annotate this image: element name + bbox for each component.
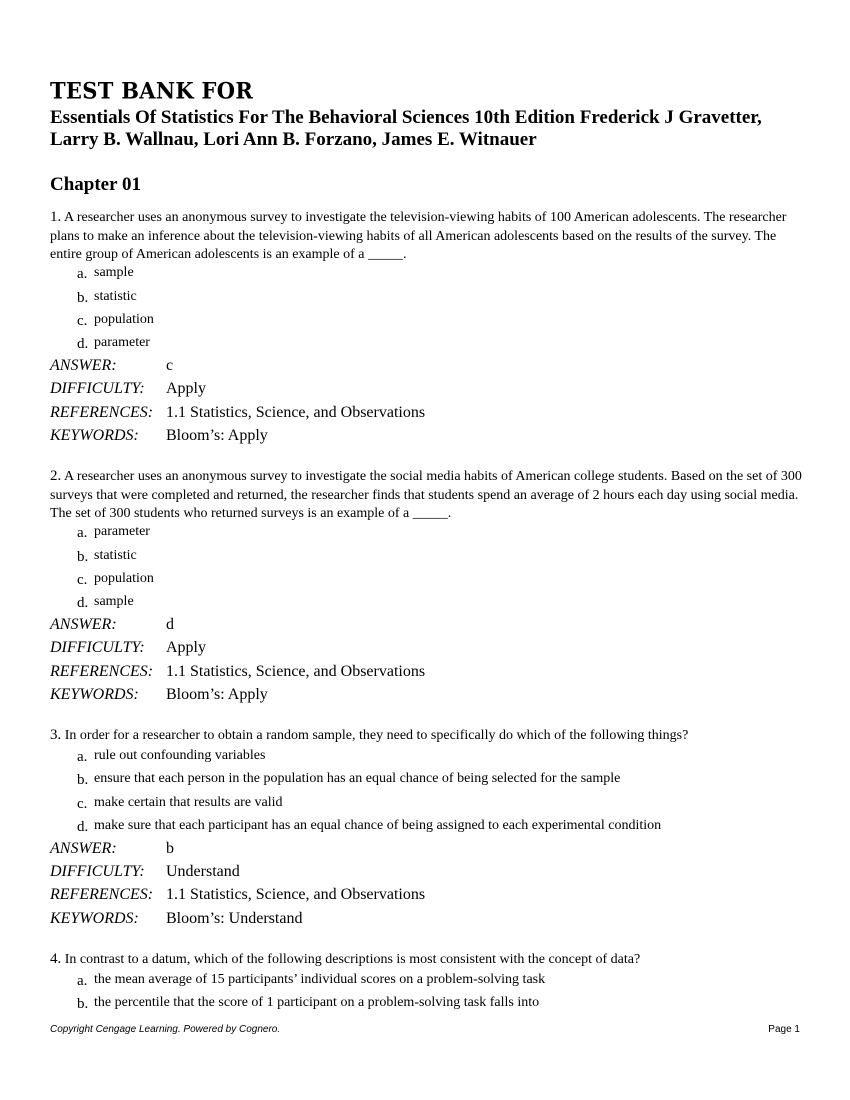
option-letter: b.	[77, 290, 89, 306]
option-d	[77, 592, 134, 612]
difficulty-label: DIFFICULTY:	[50, 639, 145, 656]
answer-value: d	[166, 616, 174, 633]
option-letter: a.	[77, 749, 88, 765]
option-a	[77, 263, 134, 283]
references-value: 1.1 Statistics, Science, and Observations	[166, 663, 426, 680]
option-c	[77, 569, 154, 589]
question-text	[50, 208, 805, 265]
question-text	[50, 950, 805, 970]
option-letter: a.	[77, 973, 88, 989]
difficulty-value: Apply	[166, 639, 206, 656]
option-c	[77, 310, 154, 330]
question-prompt: A researcher uses an anonymous survey to investigate the television-viewing habits of 100 American adolescents. The researcher plans to make an inference about the television-viewing habits of all American adolescents based on the results of the survey. The entire group of American adolescents is an example of a _____.	[50, 210, 787, 262]
question-prompt: A researcher uses an anonymous survey to investigate the social media habits of American college students. Based on the set of 300 surveys that were completed and returned, the researcher finds that students spend an average of 2 hours each day using social media. The set of 300 students who returned surveys is an example of a _____.	[50, 469, 802, 521]
option-text: sample	[94, 265, 134, 280]
option-text: make certain that results are valid	[94, 795, 283, 810]
question-number: 4.	[50, 951, 62, 967]
option-b	[77, 546, 137, 566]
difficulty-label: DIFFICULTY:	[50, 380, 145, 397]
option-letter: a.	[77, 266, 88, 282]
keywords-value: Bloom’s: Apply	[166, 427, 268, 444]
difficulty-label: DIFFICULTY:	[50, 863, 145, 880]
option-text: statistic	[94, 289, 137, 304]
option-letter: a.	[77, 525, 88, 541]
option-letter: c.	[77, 796, 88, 812]
answer-value: b	[166, 840, 174, 857]
option-letter: b.	[77, 772, 89, 788]
option-c	[77, 793, 283, 813]
option-text: statistic	[94, 548, 137, 563]
references-value: 1.1 Statistics, Science, and Observations	[166, 886, 426, 903]
keywords-label: KEYWORDS:	[50, 427, 139, 444]
chapter-heading: Chapter 01	[50, 174, 141, 195]
option-text: the mean average of 15 participants’ individual scores on a problem-solving task	[94, 972, 546, 987]
book-title: Essentials Of Statistics For The Behavioral Sciences 10th Edition Frederick J Gravetter, Larry B. Wallnau, Lori Ann B. Forzano, James E. Witnauer	[50, 107, 762, 150]
option-a	[77, 522, 150, 542]
option-letter: c.	[77, 572, 88, 588]
difficulty-value: Understand	[166, 863, 240, 880]
option-a	[77, 970, 545, 990]
keywords-value: Bloom’s: Apply	[166, 686, 268, 703]
option-letter: c.	[77, 313, 88, 329]
option-b	[77, 287, 137, 307]
question-number: 3.	[50, 727, 62, 743]
option-text: sample	[94, 594, 134, 609]
copyright-footer: Copyright Cengage Learning. Powered by Cognero.	[50, 1024, 281, 1035]
option-text: population	[94, 312, 154, 327]
references-label: REFERENCES:	[50, 663, 154, 680]
references-value: 1.1 Statistics, Science, and Observations	[166, 404, 426, 421]
question-number: 1.	[50, 209, 62, 225]
answer-label: ANSWER:	[50, 616, 117, 633]
option-text: population	[94, 571, 154, 586]
option-text: parameter	[94, 335, 150, 350]
question-prompt: In order for a researcher to obtain a random sample, they need to specifically do which of the following things?	[64, 728, 689, 743]
test-bank-heading: TEST BANK FOR	[50, 77, 254, 104]
option-a	[77, 746, 265, 766]
option-b	[77, 993, 539, 1013]
references-label: REFERENCES:	[50, 886, 154, 903]
question-text	[50, 467, 805, 524]
option-text: make sure that each participant has an equal chance of being assigned to each experimental condition	[94, 818, 662, 833]
option-letter: b.	[77, 996, 89, 1012]
option-d	[77, 816, 661, 836]
question-number: 2.	[50, 468, 62, 484]
question-text	[50, 726, 805, 746]
option-letter: d.	[77, 595, 89, 611]
option-text: ensure that each person in the population has an equal chance of being selected for the sample	[94, 771, 621, 786]
answer-value: c	[166, 357, 174, 374]
keywords-label: KEYWORDS:	[50, 910, 139, 927]
answer-label: ANSWER:	[50, 357, 117, 374]
option-b	[77, 769, 620, 789]
page-number: Page 1	[768, 1024, 800, 1035]
answer-label: ANSWER:	[50, 840, 117, 857]
option-letter: d.	[77, 819, 89, 835]
option-text: the percentile that the score of 1 participant on a problem-solving task falls into	[94, 995, 540, 1010]
keywords-value: Bloom’s: Understand	[166, 910, 303, 927]
references-label: REFERENCES:	[50, 404, 154, 421]
option-letter: d.	[77, 336, 89, 352]
keywords-label: KEYWORDS:	[50, 686, 139, 703]
question-prompt: In contrast to a datum, which of the following descriptions is most consistent with the concept of data?	[64, 952, 641, 967]
option-text: parameter	[94, 524, 150, 539]
option-d	[77, 333, 150, 353]
difficulty-value: Apply	[166, 380, 206, 397]
option-letter: b.	[77, 549, 89, 565]
option-text: rule out confounding variables	[94, 748, 266, 763]
